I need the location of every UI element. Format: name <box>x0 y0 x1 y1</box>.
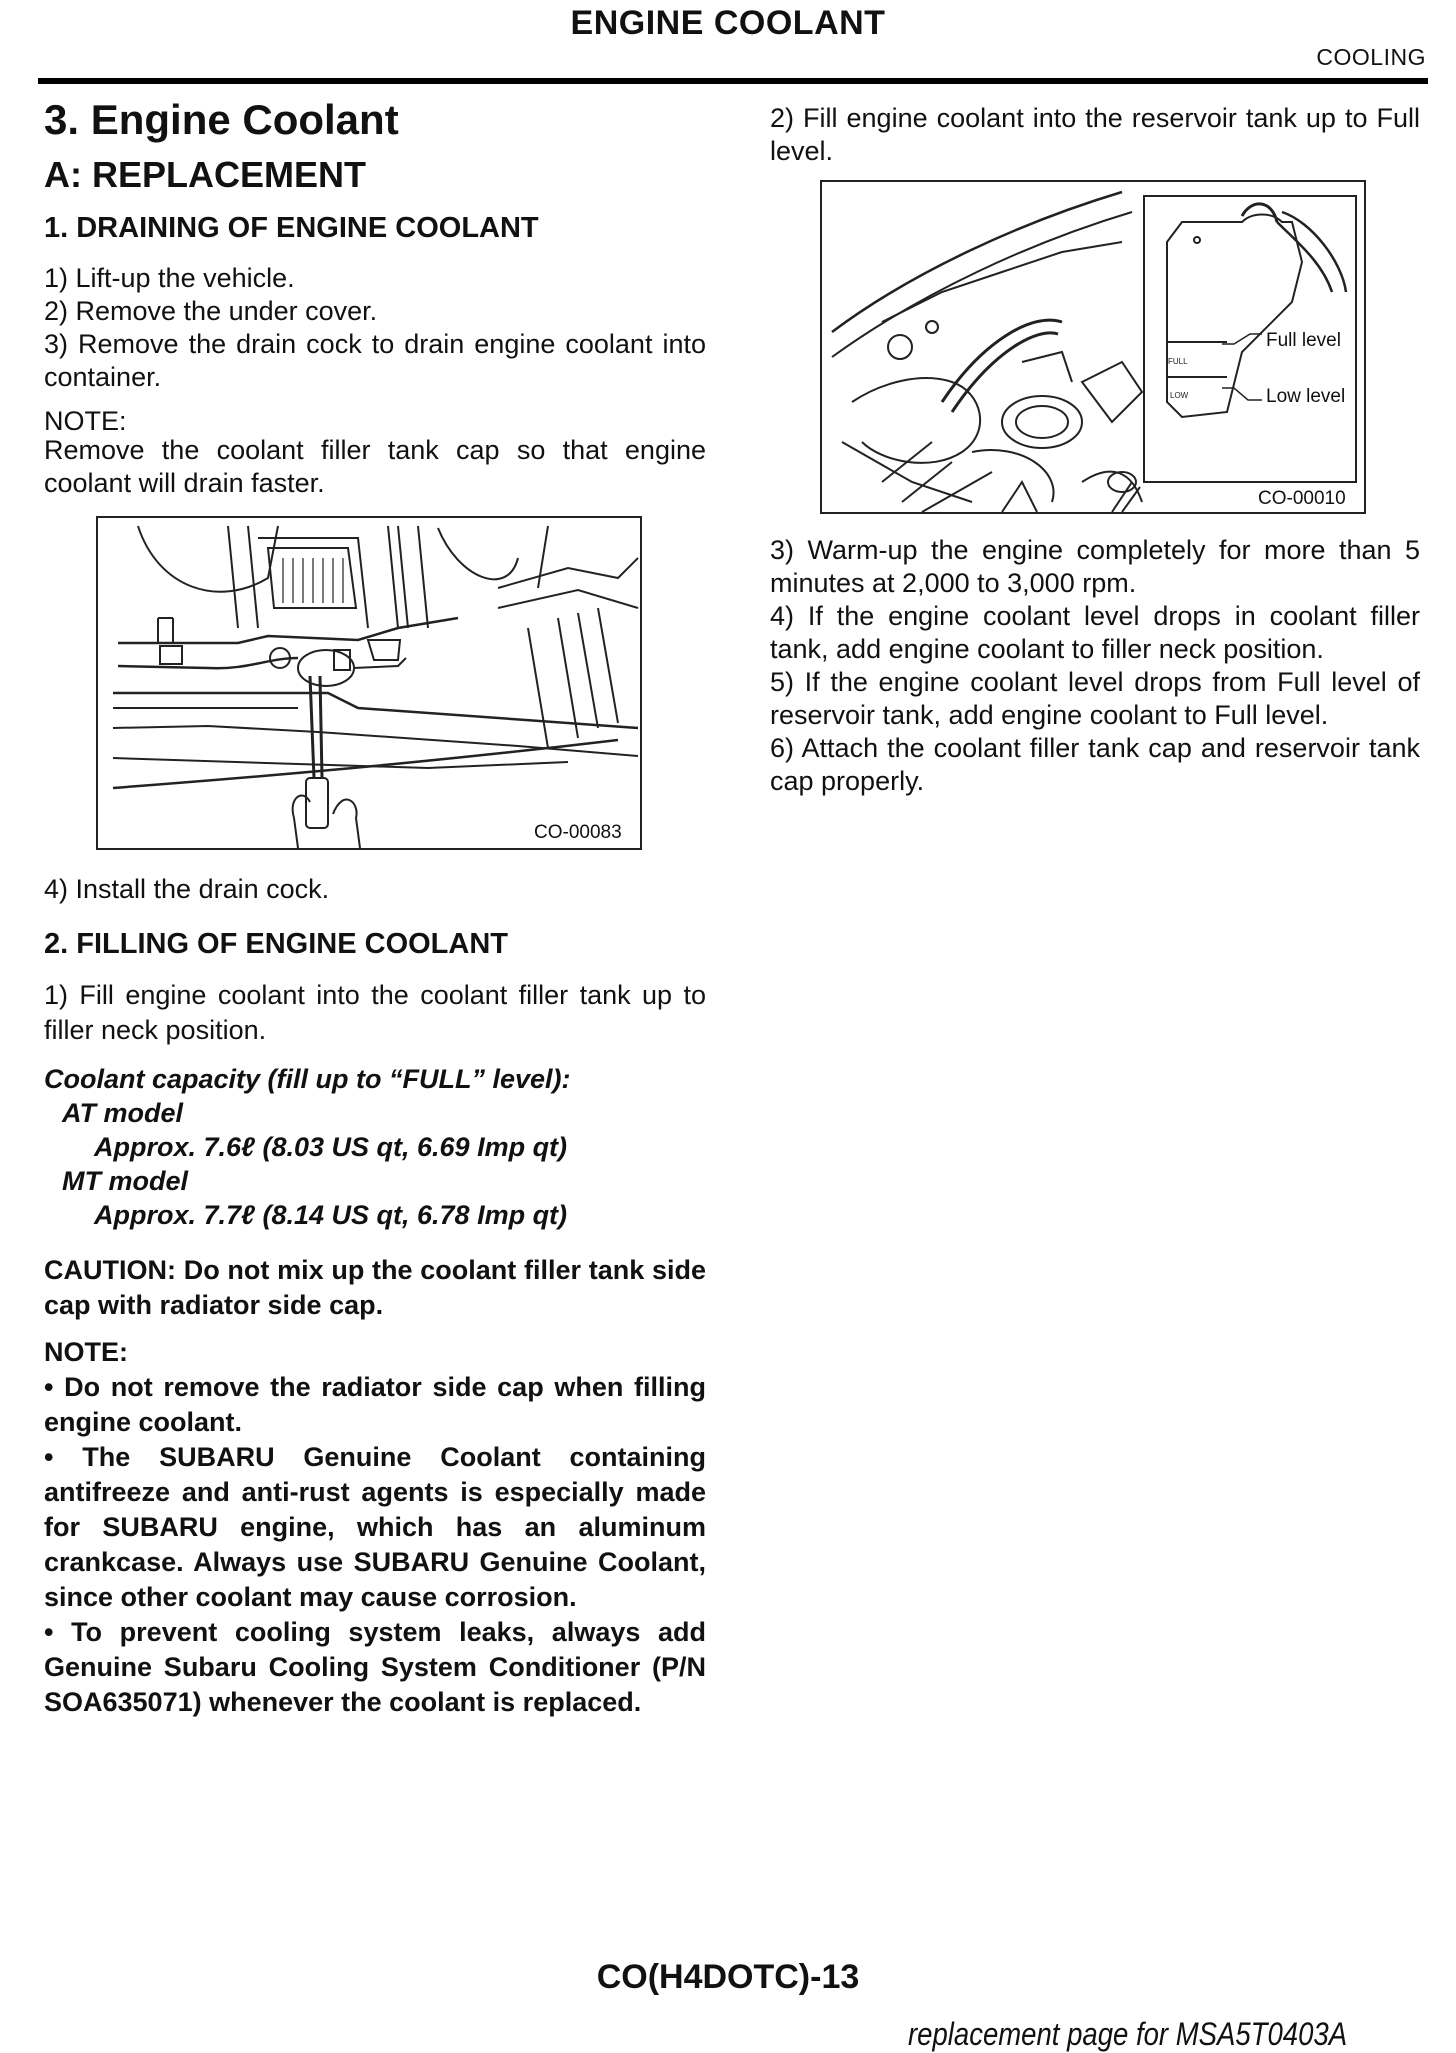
drain-cock-figure <box>96 516 642 850</box>
svg-text:FULL: FULL <box>1168 357 1188 366</box>
at-model-capacity: Approx. 7.6ℓ (8.03 US qt, 6.69 Imp qt) <box>94 1132 568 1162</box>
filling-note-label: NOTE: <box>44 1337 128 1367</box>
chapter-title: 3. Engine Coolant <box>44 96 399 143</box>
filling-note-1: • Do not remove the radiator side cap when filling engine coolant. <box>44 1372 706 1437</box>
draining-steps <box>44 262 706 394</box>
draining-note-label: NOTE: <box>44 406 127 436</box>
capacity-title: Coolant capacity (fill up to “FULL” level): <box>44 1064 571 1094</box>
reservoir-step-3: 3) Warm-up the engine completely for more than 5 minutes at 2,000 to 3,000 rpm. <box>770 535 1420 598</box>
draining-step-4: 4) Install the drain cock. <box>44 874 330 904</box>
reservoir-step-4: 4) If the engine coolant level drops in coolant filler tank, add engine coolant to filler neck position. <box>770 601 1420 664</box>
draining-step-1: 1) Lift-up the vehicle. <box>44 263 295 293</box>
section-label: COOLING <box>1316 44 1426 70</box>
header-rule <box>38 78 1428 84</box>
filling-note-2: • The SUBARU Genuine Coolant containing antifreeze and anti-rust agents is especially made for SUBARU engine, which has an aluminum crankcase. Always use SUBARU Genuine Coolant, since other coolant may cause corrosion. <box>44 1442 706 1612</box>
reservoir-step-2: 2) Fill engine coolant into the reservoir tank up to Full level. <box>770 103 1420 166</box>
drain-figure-code: CO-00083 <box>534 822 622 843</box>
filling-step-1: 1) Fill engine coolant into the coolant filler tank up to filler neck position. <box>44 980 706 1045</box>
draining-step-2: 2) Remove the under cover. <box>44 296 378 326</box>
reservoir-step-5: 5) If the engine coolant level drops from Full level of reservoir tank, add engine coolant to Full level. <box>770 667 1420 730</box>
mt-model-label: MT model <box>62 1166 188 1196</box>
mt-model-capacity: Approx. 7.7ℓ (8.14 US qt, 6.78 Imp qt) <box>94 1200 568 1230</box>
reservoir-figure <box>820 180 1366 514</box>
reservoir-illustration <box>822 182 1364 512</box>
draining-note-text: Remove the coolant filler tank cap so that engine coolant will drain faster. <box>44 435 706 498</box>
full-level-label: Full level <box>1266 330 1341 351</box>
drain-cock-illustration <box>98 518 640 848</box>
reservoir-steps <box>770 534 1420 798</box>
draining-step-3: 3) Remove the drain cock to drain engine coolant into container. <box>44 329 706 392</box>
page-code: CO(H4DOTC)-13 <box>596 1958 860 1996</box>
filling-note-3: • To prevent cooling system leaks, always add Genuine Subaru Cooling System Conditioner (P/N SOA635071) whenever the coolant is replaced. <box>44 1617 706 1717</box>
svg-text:LOW: LOW <box>1170 391 1189 400</box>
at-model-label: AT model <box>62 1098 183 1128</box>
low-level-label: Low level <box>1266 386 1346 407</box>
replacement-note: replacement page for MSA5T0403A <box>908 2016 1348 2052</box>
filling-notes <box>44 1370 706 1720</box>
caution-text: CAUTION: Do not mix up the coolant filler tank side cap with radiator side cap. <box>44 1255 706 1320</box>
draining-heading: 1. DRAINING OF ENGINE COOLANT <box>44 212 539 244</box>
filling-heading: 2. FILLING OF ENGINE COOLANT <box>44 928 508 960</box>
reservoir-figure-code: CO-00010 <box>1258 488 1346 509</box>
subsection-title: A: REPLACEMENT <box>44 154 366 195</box>
reservoir-step-6: 6) Attach the coolant filler tank cap and reservoir tank cap properly. <box>770 733 1420 796</box>
page-title: ENGINE COOLANT <box>570 4 886 42</box>
